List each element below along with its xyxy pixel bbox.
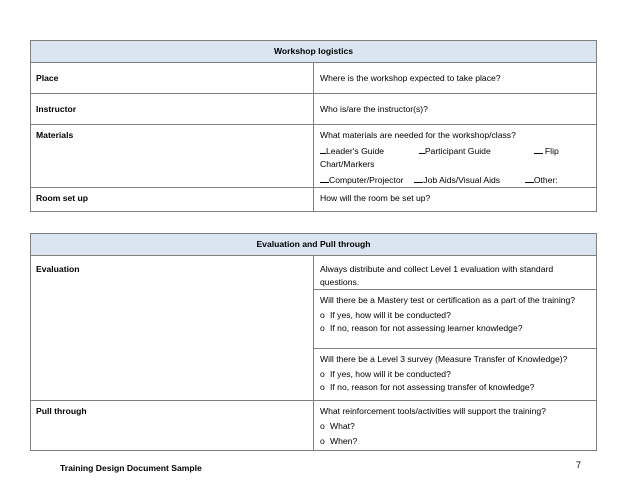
bullet-icon: o xyxy=(320,369,325,379)
place-question: Where is the workshop expected to take place? xyxy=(314,63,597,94)
mastery-question: Will there be a Mastery test or certification as a part of the training? xyxy=(320,295,576,305)
materials-label: Materials xyxy=(31,125,314,188)
level3-question: Will there be a Level 3 survey (Measure Transfer of Knowledge)? xyxy=(320,354,568,364)
bullet-icon: o xyxy=(320,323,325,333)
room-setup-question: How will the room be set up? xyxy=(314,188,597,212)
workshop-logistics-header: Workshop logistics xyxy=(31,41,597,63)
job-aids-checkbox[interactable] xyxy=(414,174,423,183)
pull-through-bullet-1: o What? xyxy=(320,421,355,431)
flip-chart-option: Flip Chart/Markers xyxy=(320,146,559,169)
pull-through-label: Pull through xyxy=(31,401,314,451)
mastery-test-cell xyxy=(314,290,597,349)
evaluation-standard-text: Always distribute and collect Level 1 evaluation with standard questions. xyxy=(314,256,597,290)
leaders-guide-option: Leader's Guide xyxy=(326,146,385,156)
pull-through-question: What reinforcement tools/activities will support the training? xyxy=(320,406,546,416)
materials-options-row-1 xyxy=(320,145,590,171)
evaluation-header: Evaluation and Pull through xyxy=(31,234,597,256)
page-number: 7 xyxy=(576,460,582,470)
evaluation-label: Evaluation xyxy=(31,256,314,401)
materials-options-row-2 xyxy=(320,174,590,187)
footer-title: Training Design Document Sample xyxy=(60,463,202,473)
materials-question: What materials are needed for the workshop/class? xyxy=(320,130,516,140)
other-checkbox[interactable] xyxy=(525,174,534,183)
other-option: Other: xyxy=(533,175,558,185)
computer-projector-checkbox[interactable] xyxy=(320,174,329,183)
workshop-logistics-table xyxy=(30,40,597,212)
bullet-icon: o xyxy=(320,310,325,320)
mastery-bullet-1: o If yes, how will it be conducted? xyxy=(320,310,451,320)
pull-through-bullet-2: o When? xyxy=(320,436,358,446)
materials-cell xyxy=(314,125,597,188)
level3-bullet-2: o If no, reason for not assessing transfer of knowledge? xyxy=(320,382,535,392)
mastery-bullet-2: o If no, reason for not assessing learner knowledge? xyxy=(320,323,523,333)
level3-survey-cell xyxy=(314,349,597,401)
bullet-icon: o xyxy=(320,421,325,431)
participant-guide-option: Participant Guide xyxy=(424,146,491,156)
instructor-question: Who is/are the instructor(s)? xyxy=(314,94,597,125)
place-label: Place xyxy=(31,63,314,94)
flip-chart-checkbox[interactable] xyxy=(534,145,543,154)
level3-bullet-1: o If yes, how will it be conducted? xyxy=(320,369,451,379)
evaluation-table xyxy=(30,233,597,451)
instructor-label: Instructor xyxy=(31,94,314,125)
job-aids-option: Job Aids/Visual Aids xyxy=(423,175,501,185)
room-setup-label: Room set up xyxy=(31,188,314,212)
bullet-icon: o xyxy=(320,436,325,446)
pull-through-cell xyxy=(314,401,597,451)
computer-projector-option: Computer/Projector xyxy=(329,175,404,185)
bullet-icon: o xyxy=(320,382,325,392)
